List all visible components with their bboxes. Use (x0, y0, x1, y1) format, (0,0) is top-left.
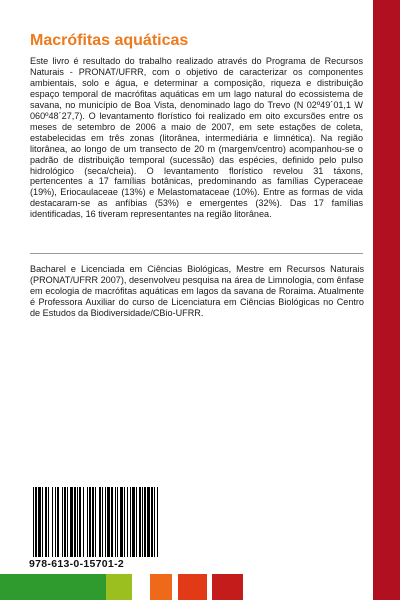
color-stripe-orange (150, 574, 172, 600)
barcode-bar (64, 487, 66, 557)
barcode-bar (102, 487, 103, 557)
barcode-bar (105, 487, 106, 557)
spine-color-bar (373, 0, 400, 600)
barcode-bar (95, 487, 96, 557)
barcode-bar (33, 487, 34, 557)
barcode-bar (83, 487, 84, 557)
barcode-bar (130, 487, 131, 557)
barcode-bar (132, 487, 135, 557)
barcode-bar (42, 487, 43, 557)
barcode-bar (48, 487, 49, 557)
color-stripe-red (178, 574, 207, 600)
barcode-bar (38, 487, 41, 557)
barcode-bar (115, 487, 116, 557)
barcode-bar (147, 487, 150, 557)
barcode-bar (35, 487, 37, 557)
barcode-bar (52, 487, 53, 557)
barcode-bar (154, 487, 155, 557)
barcode-bar (111, 487, 113, 557)
section-divider (30, 253, 363, 254)
barcode (30, 487, 174, 557)
color-stripe-dark-red (212, 574, 243, 600)
barcode-bar (157, 487, 158, 557)
barcode-bar (87, 487, 88, 557)
barcode-bar (45, 487, 47, 557)
color-stripe-green (0, 574, 106, 600)
color-stripe-white (243, 574, 373, 600)
barcode-bar (142, 487, 143, 557)
book-title: Macrófitas aquáticas (30, 32, 189, 49)
barcode-bar (120, 487, 123, 557)
barcode-bar (124, 487, 125, 557)
barcode-bar (151, 487, 153, 557)
barcode-bar (127, 487, 128, 557)
barcode-bar (139, 487, 141, 557)
barcode-bar (74, 487, 76, 557)
barcode-bar (99, 487, 101, 557)
barcode-bar (55, 487, 56, 557)
author-bio: Bacharel e Licenciada em Ciências Biológicas, Mestre em Recursos Naturais (PRONAT/UFRR 2007), desenvolveu pesquisa na área de Limnologia, com ênfase em ecologia de macrófitas aquáticas em lagos da savana de Roraima. Atualmente é Professora Auxiliar do curso de Licenciatura em Ciências Biológicas no Centro de Estudos da Biodiversidade/CBio-UFRR. (30, 264, 364, 318)
barcode-bar (136, 487, 137, 557)
barcode-bar (57, 487, 59, 557)
isbn-number: 978-613-0-15701-2 (29, 558, 125, 570)
barcode-bar (92, 487, 94, 557)
barcode-bar (117, 487, 118, 557)
barcode-bar (107, 487, 110, 557)
book-abstract: Este livro é resultado do trabalho realizado através do Programa de Recursos Naturais - PRONAT/UFRR, com o objetivo de caracterizar os componentes ambientais, solo e água, e determinar a composição, riqueza e distribuição espaço temporal de macrófitas aquáticas em um lago natural do ecossistema de savana, no município de Boa Vista, denominado lago do Trevo (N 02º49´01,1 W 060º48´27,7). O levantamento florístico foi realizado em oito excursões entre os meses de setembro de 2006 a maio de 2007, em sete estações de coleta, estabelecidas em três zonas (litorânea, intermediária e limnética). Na região litorânea, ao longo de um transecto de 20 m (margem/centro) acompanhou-se o padrão de distribuição temporal (sucessão) das espécies, definido pelo pulso hidrológico (seca/cheia). O levantamento florístico revelou 31 táxons, pertencentes a 17 famílias botânicas, predominando as famílias Cyperaceae (19%), Eriocaulaceae (13%) e Melastomataceae (10%). Entre as formas de vida destacaram-se as anfíbias (53%) e emergentes (32%). Das 17 famílias identificadas, 16 tiveram representantes na região litorânea. (30, 56, 363, 220)
color-stripe-gap (132, 574, 150, 600)
barcode-bar (77, 487, 78, 557)
barcode-graphic (30, 487, 174, 557)
barcode-bar (62, 487, 63, 557)
barcode-bar (79, 487, 81, 557)
barcode-bar (67, 487, 68, 557)
barcode-bar (89, 487, 91, 557)
color-stripe-lime (106, 574, 132, 600)
barcode-bar (70, 487, 73, 557)
barcode-bar (144, 487, 146, 557)
